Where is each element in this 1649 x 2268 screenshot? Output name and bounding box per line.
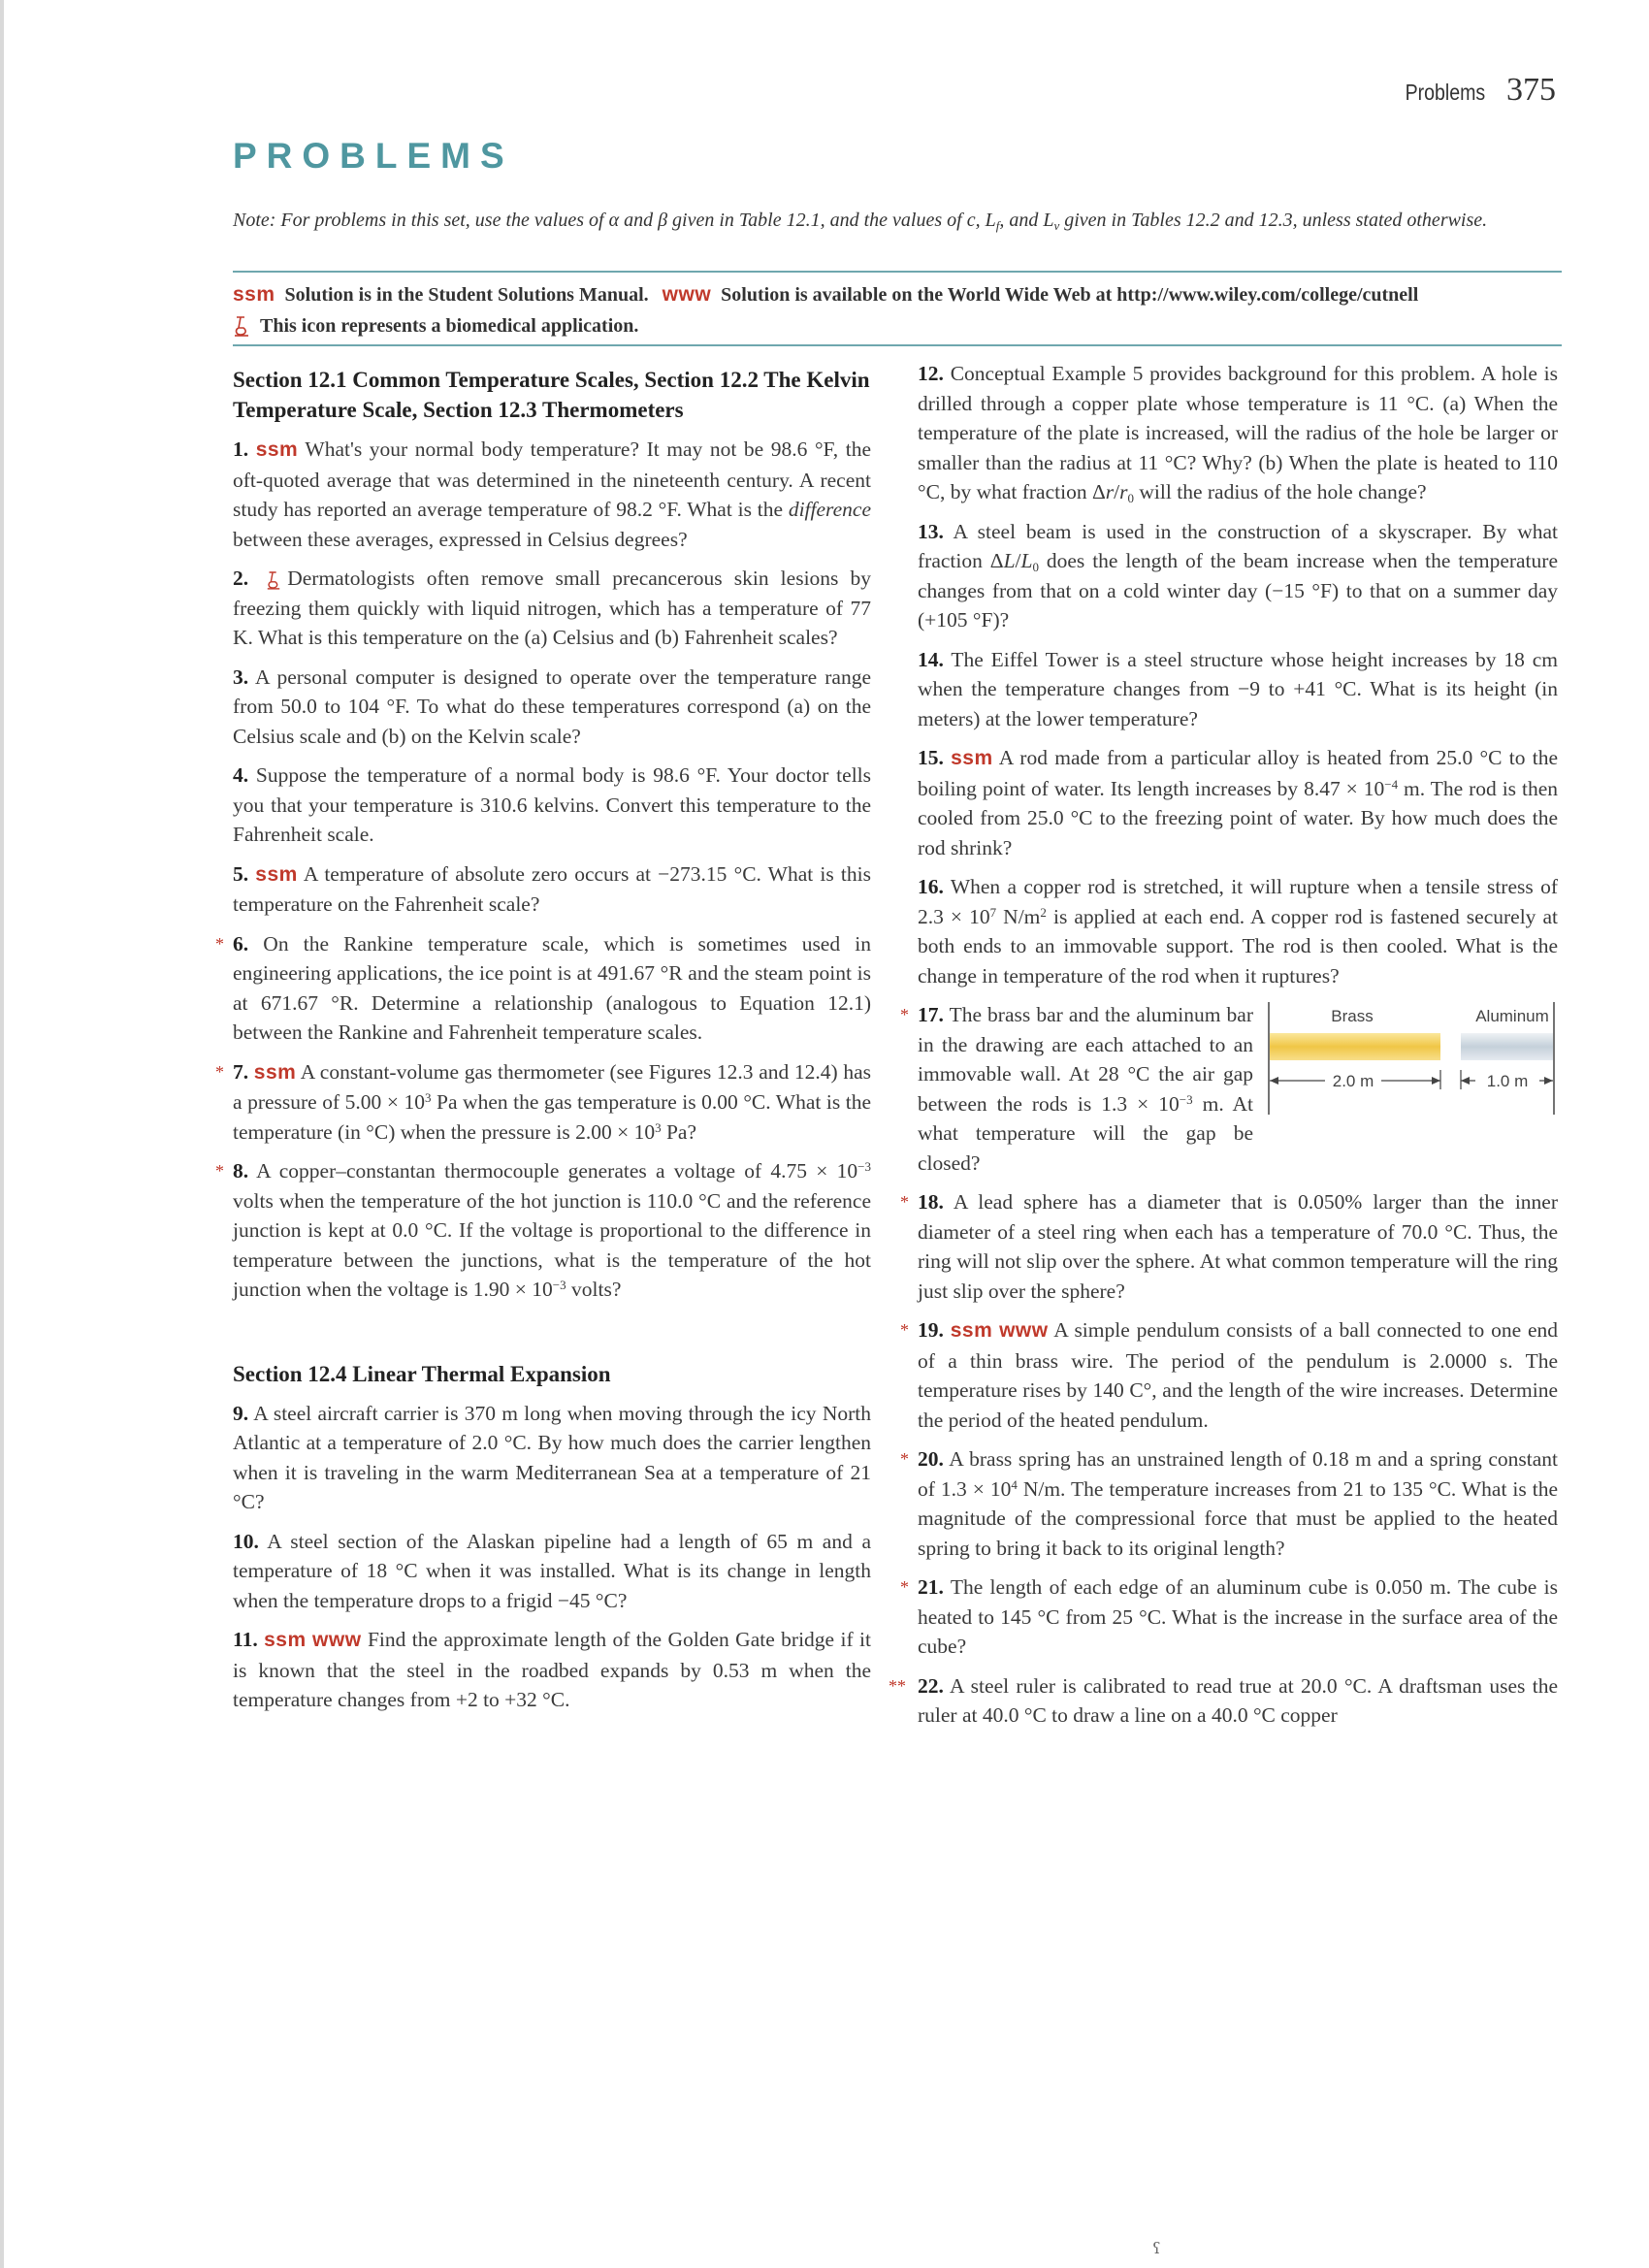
ssm-tag: ssm xyxy=(264,1629,307,1651)
biomedical-icon xyxy=(266,569,281,591)
aluminum-length-label: 1.0 m xyxy=(1486,1072,1529,1090)
problem-17: Brass Aluminum 2.0 m 1.0 m * 17. The brass bar and the aluminum bar in the drawing are each attached to an immovable wall. At 28 °C the air gap between the rods is $1.3 \times 10^{-3}$ m. At what temperature will the gap be closed? xyxy=(918,1000,1558,1178)
brass-length-label: 2.0 m xyxy=(1332,1072,1374,1090)
section-heading-12-1: Section 12.1 Common Temperature Scales, Section 12.2 The Kelvin Temperature Scale, Section 12.3 Thermometers xyxy=(233,368,870,422)
problem-2: 2. Dermatologists often remove small precancerous skin lesions by freezing them quickly with liquid nitrogen, which has a temperature of 77 K. What is this temperature on the (a) Celsius and (b) Fahrenheit scales? xyxy=(233,567,872,649)
right-column xyxy=(889,359,1559,1740)
ssm-tag: ssm xyxy=(233,283,275,306)
problem-4: 4. Suppose the temperature of a normal body is 98.6 °F. Your doctor tells you that your temperature is 310.6 kelvins. Convert this temperature to the Fahrenheit scale. xyxy=(233,763,872,846)
problem-20: * 20. A brass spring has an unstrained length of 0.18 m and a spring constant of $1.3 \times 10^4$ N/m. The temperature increases from 21 to 135 °C. What is the magnitude of the compressional force that must be applied to the heated spring to bring it back to its original length? xyxy=(918,1444,1558,1563)
aluminum-label: Aluminum xyxy=(1475,1007,1549,1025)
difficulty-star: ** xyxy=(889,1675,906,1696)
ssm-tag: ssm xyxy=(951,747,993,769)
problem-3: 3. A personal computer is designed to operate over the temperature range from 50.0 to 104 °F. To what do these temperatures correspond (a) on the Celsius scale and (b) on the Kelvin scale? xyxy=(233,664,871,748)
ssm-tag: ssm xyxy=(253,1060,297,1084)
problem-10: 10. A steel section of the Alaskan pipeline had a length of 65 m and a temperature of 18 °C when it was installed. What is its change in length when the temperature drops to a frigid −45 °C? xyxy=(233,1529,871,1612)
scan-mark: ʕ xyxy=(1152,2239,1161,2257)
brass-aluminum-figure xyxy=(1267,1000,1558,1117)
problem-8: * 8. A copper–constantan thermocouple generates a voltage of $4.75 \times 10^{-3}$ volts when the temperature of the hot junction is 110.0 °C and the reference junction is kept at 0.0 °C. If the voltage is proportional to the difference in temperature between the junctions, what is the temperature of the hot junction when the voltage is $1.90 \times 10^{-3}$ volts? xyxy=(233,1156,871,1305)
ssm-tag: ssm xyxy=(950,1319,993,1342)
biomedical-icon xyxy=(233,314,250,338)
difficulty-star: * xyxy=(215,1161,224,1181)
page-number: 375 xyxy=(1506,72,1556,108)
brass-bar xyxy=(1270,1033,1440,1060)
problem-15: 15. ssm A rod made from a particular alloy is heated from 25.0 °C to the boiling point of water. Its length increases by $8.47 \times 10^{-4}$ m. The rod is then cooled from 25.0 °C to the freezing point of water. By how much does the rod shrink? xyxy=(918,746,1558,859)
problem-12: 12. Conceptual Example 5 provides background for this problem. A hole is drilled through a copper plate whose temperature is 11 °C. (a) When the temperature of the plate is increased, will the radius of the hole be larger or smaller than the radius at 11 °C? Why? (b) When the plate is heated to 110 °C, by what fraction $\Delta r/r_0$ will the radius of the hole change? xyxy=(918,362,1558,505)
icon-legend xyxy=(233,279,1562,341)
brass-label: Brass xyxy=(1331,1007,1374,1025)
problem-21: * 21. The length of each edge of an aluminum cube is 0.050 m. The cube is heated to 145 °C from 25 °C. What is the increase in the surface area of the cube? xyxy=(918,1572,1558,1662)
legend-bottom-rule xyxy=(233,344,1562,346)
difficulty-star: * xyxy=(900,1192,909,1212)
left-column xyxy=(215,359,872,1725)
difficulty-star: * xyxy=(900,1577,909,1597)
ssm-tag: ssm xyxy=(255,862,298,886)
problem-19: * 19. ssm www A simple pendulum consists of a ball connected to one end of a thin brass wire. The period of the pendulum is 2.0000 s. The temperature rises by 140 C°, and the length of the wire increases. Determine the period of the heated pendulum. xyxy=(918,1315,1558,1435)
problem-11: 11. ssm www Find the approximate length of the Golden Gate bridge if it is known that the steel in the roadbed expands by 0.53 m when the temperature changes from +2 to +32 °C. xyxy=(233,1628,871,1711)
problem-9: 9. A steel aircraft carrier is 370 m long when moving through the icy North Atlantic at a temperature of 2.0 °C. By how much does the carrier lengthen when it is traveling in the warm Mediterranean Sea at a temperature of 21 °C? xyxy=(233,1401,871,1513)
header-label: Problems xyxy=(1405,80,1485,105)
problem-1: 1. ssm What's your normal body temperature? It may not be 98.6 °F, the oft-quoted average that was determined in the nineteenth century. A recent study has reported an average temperature of 98.2 °F. What is the difference between these averages, expressed in Celsius degrees? xyxy=(233,437,872,551)
section-heading-12-4: Section 12.4 Linear Thermal Expansion xyxy=(233,1361,611,1386)
legend-top-rule xyxy=(233,271,1562,273)
difficulty-star: * xyxy=(900,1320,909,1340)
running-header xyxy=(1391,72,1556,109)
bio-legend-text: This icon represents a biomedical application. xyxy=(260,315,639,337)
difficulty-star: * xyxy=(900,1005,909,1024)
problem-22: ** 22. A steel ruler is calibrated to read true at 20.0 °C. A draftsman uses the ruler at 40.0 °C to draw a line on a 40.0 °C copper xyxy=(918,1671,1558,1731)
difficulty-star: * xyxy=(900,1449,909,1469)
legend-row-bio xyxy=(233,310,1562,341)
problem-6: * 6. On the Rankine temperature scale, which is sometimes used in engineering applications, the ice point is at 491.67 °R and the steam point is at 671.67 °R. Determine a relationship (analogous to Equation 12.1) between the Rankine and Fahrenheit temperature scales. xyxy=(233,929,871,1048)
page-edge xyxy=(0,0,4,2268)
ssm-legend-text: Solution is in the Student Solutions Manual. xyxy=(284,284,649,306)
www-tag: www xyxy=(662,283,712,306)
page-title: PROBLEMS xyxy=(233,136,514,176)
problem-13: 13. A steel beam is used in the construction of a skyscraper. By what fraction $\Delta L/L_0$ does the length of the beam increase when the temperature changes from that on a cold winter day (−15 °F) to that on a summer day (+105 °F)? xyxy=(918,519,1558,632)
difficulty-star: * xyxy=(215,1061,224,1082)
problem-7: * 7. ssm A constant-volume gas thermometer (see Figures 12.3 and 12.4) has a pressure of $5.00 \times 10^3$ Pa when the gas temperature is 0.00 °C. What is the temperature (in °C) when the pressure is $2.00 \times 10^3$ Pa? xyxy=(233,1057,871,1148)
note-paragraph: Note: For problems in this set, use the values of α and β given in Table 12.1, and the values of c, $L_f$, and $L_v$ given in Tables 12.2 and 12.3, unless stated otherwise. xyxy=(233,210,1488,233)
problem-18: * 18. A lead sphere has a diameter that is 0.050% larger than the inner diameter of a steel ring when each has a temperature of 70.0 °C. Thus, the ring will not slip over the sphere. At what common temperature will the ring just slip over the sphere? xyxy=(918,1187,1558,1306)
legend-row-ssm xyxy=(233,279,1562,310)
aluminum-bar xyxy=(1461,1033,1553,1060)
ssm-tag: ssm xyxy=(255,438,299,461)
www-tag: www xyxy=(999,1319,1049,1342)
problem-14: 14. The Eiffel Tower is a steel structure whose height increases by 18 cm when the temperature changes from −9 to +41 °C. What is its height (in meters) at the lower temperature? xyxy=(918,647,1558,730)
www-tag: www xyxy=(312,1629,362,1651)
difficulty-star: * xyxy=(215,933,224,954)
www-legend-text: Solution is available on the World Wide Web at http://www.wiley.com/college/cutnell xyxy=(721,284,1419,306)
problem-16: 16. When a copper rod is stretched, it will rupture when a tensile stress of $2.3 \times 10^7$ $N/m^2$ is applied at each end. A copper rod is fastened securely at both ends to an immovable support. The rod is then cooled. What is the change in temperature of the rod when it ruptures? xyxy=(918,875,1558,988)
problem-5: 5. ssm A temperature of absolute zero occurs at −273.15 °C. What is this temperature on the Fahrenheit scale? xyxy=(233,861,871,916)
